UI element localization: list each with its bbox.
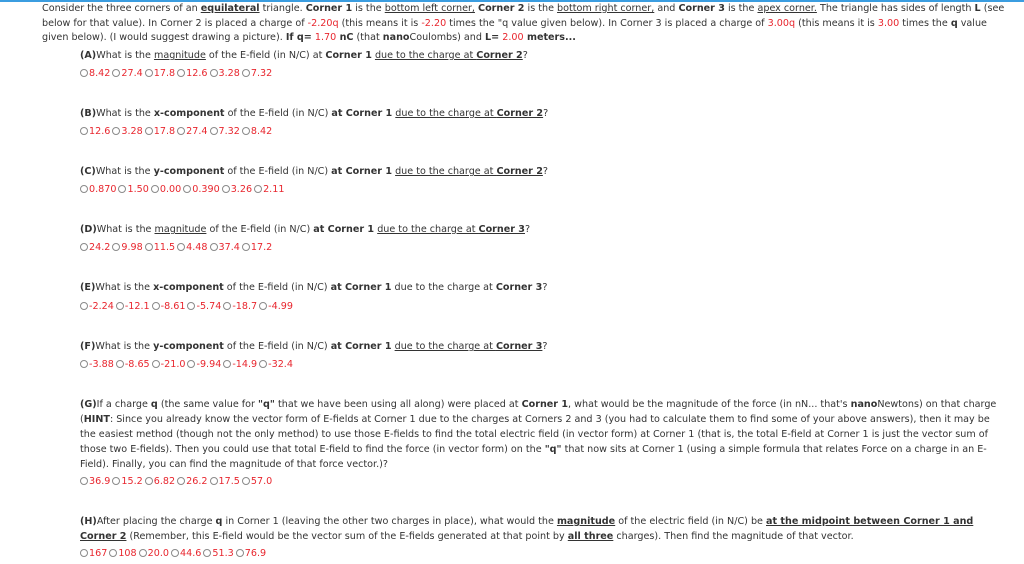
radio-button[interactable] (145, 127, 153, 135)
question-text: that we have been using all along) were placed at (274, 399, 522, 410)
intro-text: is the (352, 3, 385, 14)
intro-text: (this means it is (795, 17, 878, 29)
answer-option[interactable] (254, 183, 284, 197)
question-text: Corner 1 (325, 50, 372, 61)
answer-option-label: 37.4 (218, 242, 240, 253)
question-text: ? (543, 108, 549, 119)
radio-button[interactable] (109, 549, 117, 557)
corner2-multiplier: -2.20 (421, 17, 447, 29)
answer-option[interactable] (242, 241, 272, 255)
question-text: What is the (95, 166, 154, 177)
answer-option-label: 44.6 (180, 548, 202, 559)
radio-button[interactable] (177, 127, 185, 135)
answer-option[interactable] (177, 125, 207, 139)
question-text: : Since you already know the vector form of E-fields at Corner 1 due to the charges at Corners 2 and 3 (you had to calculate them to find some of your above answers), then it may be the easiest method (though not the only method) to use those E-fields to find the total electric field (in vector form) at Corner 1 (that is, the total E-field at Corner 1 is just the vector sum of those two E-fields). Then you could use that total E-field to find the force (in vector form) on the (80, 414, 990, 455)
answer-option[interactable] (80, 475, 110, 489)
question-text: "q" (544, 444, 562, 455)
answer-options (80, 300, 295, 314)
question-text: of the electric field (in N/C) be (615, 516, 766, 527)
answer-option-label: 167 (89, 548, 108, 559)
answer-options (80, 67, 274, 81)
question-text: due to the charge at (394, 341, 496, 352)
question-text: y-component (153, 341, 224, 352)
answer-option-label: -14.9 (232, 359, 258, 370)
answer-options (80, 125, 274, 139)
answer-option[interactable] (210, 125, 240, 139)
question-text: ? (542, 341, 548, 352)
radio-button[interactable] (171, 549, 179, 557)
radio-button[interactable] (145, 477, 153, 485)
answer-option[interactable] (80, 67, 110, 81)
answer-option-label: 51.3 (212, 548, 234, 559)
question-text: x-component (153, 282, 224, 293)
question-text: charges). Then find the magnitude of that vector. (613, 531, 854, 542)
intro-text: (this means it is (338, 17, 422, 29)
question-text: Newtons) on that charge ( (80, 399, 997, 425)
radio-button[interactable] (112, 477, 120, 485)
question-text: at Corner 1 (331, 166, 393, 177)
question-d (80, 222, 1005, 237)
answer-option[interactable] (187, 300, 221, 314)
answer-option[interactable] (236, 547, 266, 561)
answer-option[interactable] (145, 475, 175, 489)
answer-option[interactable] (210, 475, 240, 489)
question-text: at Corner 1 (313, 224, 375, 235)
answer-option[interactable] (139, 547, 169, 561)
question-label: (H) (80, 516, 97, 527)
question-text: all three (567, 531, 614, 542)
answer-option-label: 3.28 (218, 68, 240, 79)
question-text: y-component (153, 166, 225, 177)
answer-option-label: 20.0 (147, 548, 169, 559)
answer-option[interactable] (145, 241, 175, 255)
question-e (80, 280, 1005, 295)
intro-text: and (654, 3, 679, 14)
answer-options (80, 547, 268, 561)
answer-option-label: 11.5 (153, 242, 176, 253)
radio-button[interactable] (187, 302, 195, 310)
answer-option-label: -9.94 (196, 359, 222, 370)
intro-underlined: bottom right corner, (557, 3, 655, 14)
answer-option[interactable] (145, 67, 175, 81)
question-text: magnitude (556, 516, 616, 527)
question-text: ? (542, 282, 548, 293)
radio-button[interactable] (203, 549, 211, 557)
answer-option-label: -5.74 (196, 301, 222, 312)
answer-option[interactable] (116, 300, 150, 314)
radio-button[interactable] (151, 185, 159, 193)
answer-option[interactable] (259, 300, 293, 314)
answer-option[interactable] (242, 475, 272, 489)
question-label: (B) (80, 108, 97, 119)
answer-options (80, 241, 274, 255)
answer-option-label: 27.4 (121, 68, 143, 79)
answer-option[interactable] (118, 183, 148, 197)
question-text: Corner 3 (495, 341, 543, 352)
question-text: of the E-field (in N/C) (206, 224, 314, 235)
radio-button[interactable] (223, 302, 231, 310)
question-text: q (150, 399, 158, 410)
radio-button[interactable] (254, 185, 262, 193)
answer-option[interactable] (210, 67, 240, 81)
question-text: Corner 3 (495, 282, 543, 293)
question-text: What is the (95, 341, 154, 352)
answer-option-label: 57.0 (250, 476, 273, 487)
question-text: Corner 2 (496, 166, 543, 177)
answer-option-label: -4.99 (268, 301, 293, 312)
question-text: Corner 3 (478, 224, 525, 235)
radio-button[interactable] (139, 549, 147, 557)
radio-button[interactable] (152, 360, 160, 368)
answer-option[interactable] (80, 183, 116, 197)
answer-option-label: 108 (118, 548, 137, 559)
intro-emph: Corner 2 (478, 3, 525, 14)
question-text: Corner 1 (521, 399, 569, 410)
answer-option[interactable] (259, 358, 293, 372)
question-text: If a charge (96, 399, 151, 410)
answer-option-label: 17.8 (153, 68, 176, 79)
intro-emph: nC (336, 32, 354, 43)
radio-button[interactable] (80, 243, 88, 251)
question-text: What is the (96, 50, 154, 61)
answer-option-label: 1.50 (127, 184, 149, 195)
radio-button[interactable] (210, 127, 218, 135)
question-text: HINT (83, 414, 110, 425)
question-text: in Corner 1 (leaving the other two charges in place), what would the (222, 516, 557, 527)
radio-button[interactable] (116, 302, 124, 310)
answer-option[interactable] (177, 241, 207, 255)
answer-option-label: 12.6 (186, 68, 208, 79)
answer-option-label: 6.82 (153, 476, 176, 487)
question-a (80, 48, 1005, 63)
intro-emph: q (950, 17, 958, 29)
answer-option-label: 15.2 (121, 476, 143, 487)
radio-button[interactable] (145, 69, 153, 77)
answer-option-label: 26.2 (186, 476, 208, 487)
radio-button[interactable] (222, 185, 230, 193)
intro-emph: If q= (285, 32, 312, 43)
answer-option[interactable] (210, 241, 240, 255)
question-label: (F) (80, 341, 96, 352)
radio-button[interactable] (223, 360, 231, 368)
answer-option-label: -3.88 (89, 359, 114, 370)
answer-option[interactable] (171, 547, 201, 561)
answer-option-label: 27.4 (186, 126, 208, 137)
question-text: q (215, 516, 223, 527)
intro-emph: nano (382, 32, 410, 43)
answer-option-label: 17.2 (250, 242, 273, 253)
L-value: 2.00 (499, 32, 524, 43)
radio-button[interactable] (112, 127, 120, 135)
answer-option[interactable] (80, 300, 114, 314)
answer-option-label: 12.6 (89, 126, 111, 137)
answer-option[interactable] (223, 358, 257, 372)
question-text: (Remember, this E-field would be the vector sum of the E-fields generated at that point by (126, 531, 568, 542)
intro-text: Coulombs) and (409, 32, 486, 43)
radio-button[interactable] (187, 360, 195, 368)
question-text: ? (522, 50, 528, 61)
question-label: (A) (80, 50, 97, 61)
radio-button[interactable] (183, 185, 191, 193)
answer-option[interactable] (223, 300, 257, 314)
intro-text: is the (524, 3, 558, 14)
answer-option-label: -2.24 (89, 301, 114, 312)
radio-button[interactable] (118, 185, 126, 193)
answer-option-label: -8.61 (160, 301, 186, 312)
question-text: nano (850, 399, 878, 410)
radio-button[interactable] (242, 69, 250, 77)
question-text: (the same value for (157, 399, 259, 410)
answer-option-label: -32.4 (268, 359, 293, 370)
question-text: magnitude (154, 224, 207, 235)
answer-option[interactable] (112, 125, 142, 139)
question-text: magnitude (153, 50, 206, 61)
radio-button[interactable] (210, 69, 218, 77)
answer-option[interactable] (112, 67, 142, 81)
radio-button[interactable] (145, 243, 153, 251)
radio-button[interactable] (210, 477, 218, 485)
question-text: ? (524, 224, 531, 235)
intro-text: times the (899, 17, 951, 29)
question-g (80, 397, 1005, 472)
question-text: Corner 2 (476, 50, 523, 61)
answer-option-label: 0.00 (159, 184, 182, 195)
answer-option[interactable] (112, 475, 142, 489)
intro-text: Consider the three corners of an (42, 3, 201, 14)
radio-button[interactable] (259, 360, 267, 368)
answer-option-label: 4.48 (186, 242, 208, 253)
corner3-charge: 3.00q (767, 17, 796, 29)
intro-emph: Corner 3 (678, 3, 725, 14)
intro-text: is the (724, 3, 758, 14)
question-text: due to the charge at (377, 224, 479, 235)
question-text: at Corner 1 (330, 282, 392, 293)
question-text: What is the (96, 224, 155, 235)
question-text: Corner 2 (496, 108, 544, 119)
question-text: due to the charge at (395, 166, 497, 177)
question-text: at Corner 1 (331, 108, 393, 119)
answer-option[interactable] (145, 125, 175, 139)
answer-option-label: 8.42 (250, 126, 273, 137)
intro-text: (see below for that value). In Corner 2 is placed a charge of (42, 3, 1005, 29)
intro-text: times the "q value given below). In Corner 3 is placed a charge of (446, 17, 768, 29)
answer-option-label: 36.9 (89, 476, 111, 487)
question-label: (E) (80, 282, 96, 293)
answer-option-label: -18.7 (232, 301, 258, 312)
radio-button[interactable] (112, 69, 120, 77)
question-text: of the E-field (in N/C) (224, 108, 332, 119)
question-label: (D) (80, 224, 97, 235)
q-value: 1.70 (311, 32, 337, 43)
answer-option-label: 7.32 (218, 126, 240, 137)
answer-option[interactable] (109, 547, 136, 561)
answer-option[interactable] (203, 547, 233, 561)
problem-statement (42, 2, 1010, 46)
radio-button[interactable] (80, 185, 88, 193)
answer-option[interactable] (152, 358, 186, 372)
answer-option[interactable] (80, 125, 110, 139)
radio-button[interactable] (259, 302, 267, 310)
question-text: due to the charge at (395, 108, 497, 119)
answer-option-label: 0.870 (89, 184, 117, 195)
question-text: at Corner 1 (330, 341, 392, 352)
radio-button[interactable] (80, 127, 88, 135)
answer-option-label: 7.32 (250, 68, 273, 79)
answer-option-label: -8.65 (124, 359, 150, 370)
question-text: After placing the charge (96, 516, 216, 527)
radio-button[interactable] (80, 360, 88, 368)
answer-option[interactable] (80, 547, 107, 561)
question-text: that now sits at Corner 1 (using a simple formula that relates Force on a charge in an E-Field). Finally, you can find the magnitude of that force vector.)? (80, 444, 987, 470)
answer-option-label: -21.0 (160, 359, 186, 370)
radio-button[interactable] (242, 127, 250, 135)
question-text: of the E-field (in N/C) at (205, 50, 326, 61)
answer-option[interactable] (80, 241, 110, 255)
answer-option[interactable] (242, 67, 272, 81)
intro-text: value given below). (I would suggest drawing a picture). (42, 17, 987, 43)
corner3-multiplier: 3.00 (877, 17, 900, 29)
answer-option-label: 24.2 (89, 242, 111, 253)
question-text: x-component (153, 108, 225, 119)
answer-option-label: 8.42 (89, 68, 111, 79)
intro-underlined: bottom left corner, (384, 3, 475, 14)
question-c (80, 164, 1005, 179)
radio-button[interactable] (242, 243, 250, 251)
question-text: of the E-field (in N/C) (223, 282, 331, 293)
radio-button[interactable] (112, 243, 120, 251)
radio-button[interactable] (177, 243, 185, 251)
answer-options (80, 475, 274, 489)
answer-option-label: 76.9 (244, 548, 267, 559)
intro-text: triangle. (259, 3, 306, 14)
answer-option-label: 17.5 (218, 476, 240, 487)
radio-button[interactable] (177, 477, 185, 485)
question-label: (C) (80, 166, 96, 177)
answer-option-label: 2.11 (263, 184, 285, 195)
radio-button[interactable] (80, 477, 88, 485)
answer-option[interactable] (116, 358, 150, 372)
answer-option-label: 3.26 (230, 184, 253, 195)
answer-option[interactable] (242, 125, 272, 139)
question-h (80, 514, 1005, 544)
radio-button[interactable] (177, 69, 185, 77)
question-text: What is the (96, 108, 154, 119)
answer-option[interactable] (151, 183, 181, 197)
answer-option-label: 17.8 (153, 126, 176, 137)
corner2-charge: -2.20q (307, 17, 339, 29)
question-text: , what would be the magnitude of the force (in nN... that's (568, 399, 851, 410)
radio-button[interactable] (152, 302, 160, 310)
radio-button[interactable] (210, 243, 218, 251)
answer-option-label: -12.1 (124, 301, 150, 312)
answer-option-label: 3.28 (121, 126, 143, 137)
question-b (80, 106, 1005, 121)
intro-emph: L= (485, 32, 500, 43)
answer-option[interactable] (177, 67, 207, 81)
question-text: due to the charge at (374, 50, 477, 61)
radio-button[interactable] (242, 477, 250, 485)
question-text: "q" (258, 399, 275, 410)
intro-text: The triangle has sides of length (816, 3, 975, 14)
intro-emph: equilateral (200, 3, 260, 14)
answer-option[interactable] (187, 358, 221, 372)
intro-emph: Corner 1 (305, 3, 353, 14)
question-text: of the E-field (in N/C) (223, 341, 331, 352)
radio-button[interactable] (116, 360, 124, 368)
answer-option-label: 0.390 (192, 184, 220, 195)
intro-emph: meters... (523, 32, 576, 43)
intro-emph: L (974, 3, 981, 14)
question-text: of the E-field (in N/C) (224, 166, 332, 177)
answer-option[interactable] (152, 300, 186, 314)
question-label: (G) (80, 399, 97, 410)
answer-option-label: 9.98 (121, 242, 143, 253)
answer-option[interactable] (80, 358, 114, 372)
question-text: What is the (95, 282, 154, 293)
question-text: at the midpoint between Corner 1 and Corner 2 (80, 516, 974, 542)
answer-option[interactable] (222, 183, 252, 197)
answer-option[interactable] (177, 475, 207, 489)
radio-button[interactable] (236, 549, 244, 557)
answer-option[interactable] (183, 183, 219, 197)
radio-button[interactable] (80, 69, 88, 77)
question-text: due to the charge at (391, 282, 496, 293)
question-text: ? (542, 166, 548, 177)
intro-text: (that (353, 32, 383, 43)
answer-option[interactable] (112, 241, 142, 255)
radio-button[interactable] (80, 549, 88, 557)
answer-options (80, 183, 286, 197)
question-f (80, 339, 1005, 354)
radio-button[interactable] (80, 302, 88, 310)
intro-underlined: apex corner. (757, 3, 817, 14)
answer-options (80, 358, 295, 372)
